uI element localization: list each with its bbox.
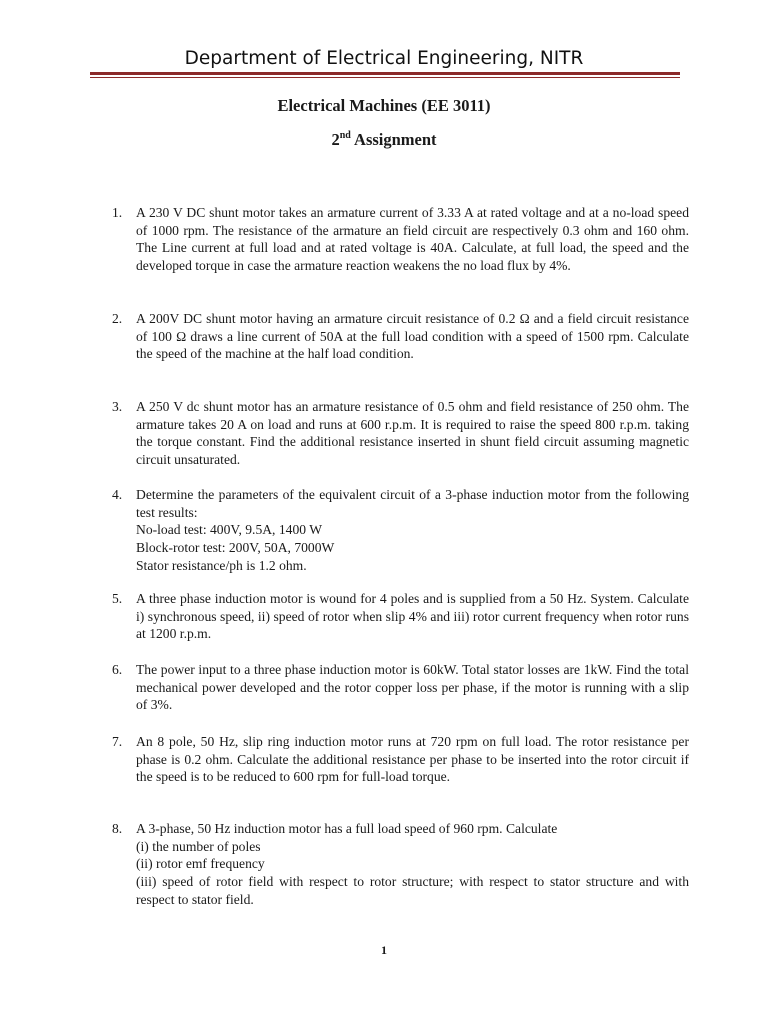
- question-text: A 250 V dc shunt motor has an armature resistance of 0.5 ohm and field resistance of 250 ohm. The armature takes 20 A on load and runs at 600 r.p.m. It is required to raise the speed 800 r.p.m. taking the torque constant. Find the additional resistance inserted in shunt field circuit assuming magnetic circuit unsaturated.: [136, 399, 689, 468]
- header-rule-thin: [90, 77, 680, 78]
- question-number: 7.: [112, 734, 123, 749]
- question-text: An 8 pole, 50 Hz, slip ring induction motor runs at 720 rpm on full load. The rotor resistance per phase is 0.2 ohm. Calculate the additional resistance per phase to be inserted into the rotor circuit if the speed is to be reduced to 600 rpm for full-load torque.: [136, 734, 689, 785]
- header-rule-thick: [90, 72, 680, 75]
- question-text: Determine the parameters of the equivalent circuit of a 3-phase induction motor from the following test results:: [136, 487, 689, 520]
- page-number: 1: [381, 943, 387, 957]
- question-subline: (ii) rotor emf frequency: [136, 856, 265, 872]
- question-subline: (iii) speed of rotor field with respect to rotor structure; with respect to stator structure and with respect to stator field.: [136, 874, 689, 907]
- assignment-suffix: nd: [339, 129, 351, 141]
- question-subline: Block-rotor test: 200V, 50A, 7000W: [136, 540, 335, 556]
- question-text: The power input to a three phase induction motor is 60kW. Total stator losses are 1kW. Find the total mechanical power developed and the rotor copper loss per phase, if the motor is running with a slip of 3%.: [136, 662, 689, 713]
- question-subline: No-load test: 400V, 9.5A, 1400 W: [136, 522, 323, 538]
- question-number: 4.: [112, 487, 123, 502]
- question-body: [136, 820, 689, 909]
- assignment-title: [0, 130, 768, 150]
- department-header: Department of Electrical Engineering, NITR: [184, 48, 584, 69]
- course-title: Electrical Machines (EE 3011): [277, 96, 491, 115]
- question-number: 2.: [112, 311, 123, 326]
- question-number: 5.: [112, 591, 123, 606]
- question-text: A 230 V DC shunt motor takes an armature current of 3.33 A at rated voltage and at a no-load speed of 1000 rpm. The resistance of the armature an field circuit are respectively 0.3 ohm and 160 ohm. The Line current at full load and at rated voltage is 40A. Calculate, at full load, the speed and the developed torque in case the armature reaction weakens the no load flux by 4%.: [136, 205, 689, 274]
- assignment-number: 2: [331, 130, 340, 149]
- question-number: 6.: [112, 662, 123, 677]
- question-text: A 200V DC shunt motor having an armature circuit resistance of 0.2 Ω and a field circuit resistance of 100 Ω draws a line current of 50A at the full load condition with a speed of 1500 rpm. Calculate the speed of the machine at the half load condition.: [136, 311, 689, 362]
- question-number: 1.: [112, 205, 123, 220]
- question-body: [136, 486, 689, 575]
- question-subline: Stator resistance/ph is 1.2 ohm.: [136, 557, 307, 573]
- question-number: 8.: [112, 821, 123, 836]
- question-number: 3.: [112, 399, 123, 414]
- assignment-word: Assignment: [354, 130, 437, 149]
- question-text: A three phase induction motor is wound for 4 poles and is supplied from a 50 Hz. System. Calculate i) synchronous speed, ii) speed of rotor when slip 4% and iii) rotor current frequency when rotor runs at 1200 r.p.m.: [136, 591, 689, 642]
- question-subline: (i) the number of poles: [136, 838, 261, 854]
- question-text: A 3-phase, 50 Hz induction motor has a full load speed of 960 rpm. Calculate: [136, 821, 558, 836]
